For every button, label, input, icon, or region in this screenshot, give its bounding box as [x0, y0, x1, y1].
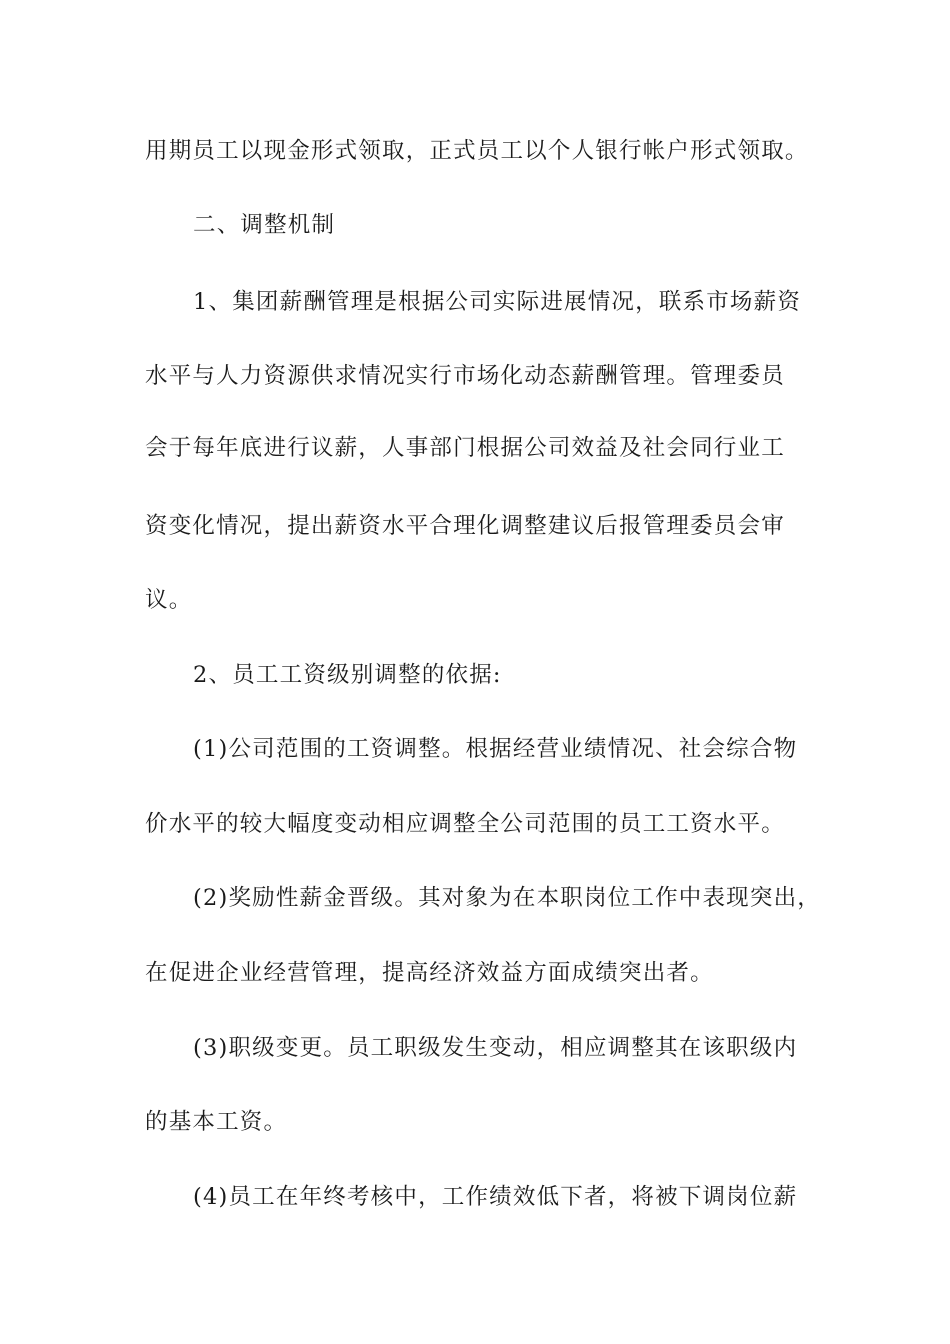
paragraph-line: 价水平的较大幅度变动相应调整全公司范围的员工工资水平。 [145, 811, 785, 837]
paragraph-line: (4)员工在年终考核中，工作绩效低下者，将被下调岗位薪 [193, 1184, 798, 1210]
paragraph-line: 议。 [145, 587, 193, 613]
paragraph-line: (3)职级变更。员工职级发生变动，相应调整其在该职级内 [193, 1035, 798, 1061]
section-heading: 二、调整机制 [193, 212, 336, 238]
paragraph-line: 的基本工资。 [145, 1109, 288, 1135]
paragraph-line: 1、集团薪酬管理是根据公司实际进展情况，联系市场薪资 [193, 289, 802, 315]
paragraph-line: 2、员工工资级别调整的依据: [193, 662, 502, 688]
paragraph-line: 水平与人力资源供求情况实行市场化动态薪酬管理。管理委员 [145, 363, 785, 389]
paragraph-line: 用期员工以现金形式领取，正式员工以个人银行帐户形式领取。 [145, 138, 809, 164]
paragraph-line: 在促进企业经营管理，提高经济效益方面成绩突出者。 [145, 960, 714, 986]
paragraph-line: 会于每年底进行议薪，人事部门根据公司效益及社会同行业工 [145, 435, 785, 461]
paragraph-line: 资变化情况，提出薪资水平合理化调整建议后报管理委员会审 [145, 513, 785, 539]
paragraph-line: (1)公司范围的工资调整。根据经营业绩情况、社会综合物 [193, 736, 798, 762]
paragraph-line: (2)奖励性薪金晋级。其对象为在本职岗位工作中表现突出， [193, 885, 821, 911]
